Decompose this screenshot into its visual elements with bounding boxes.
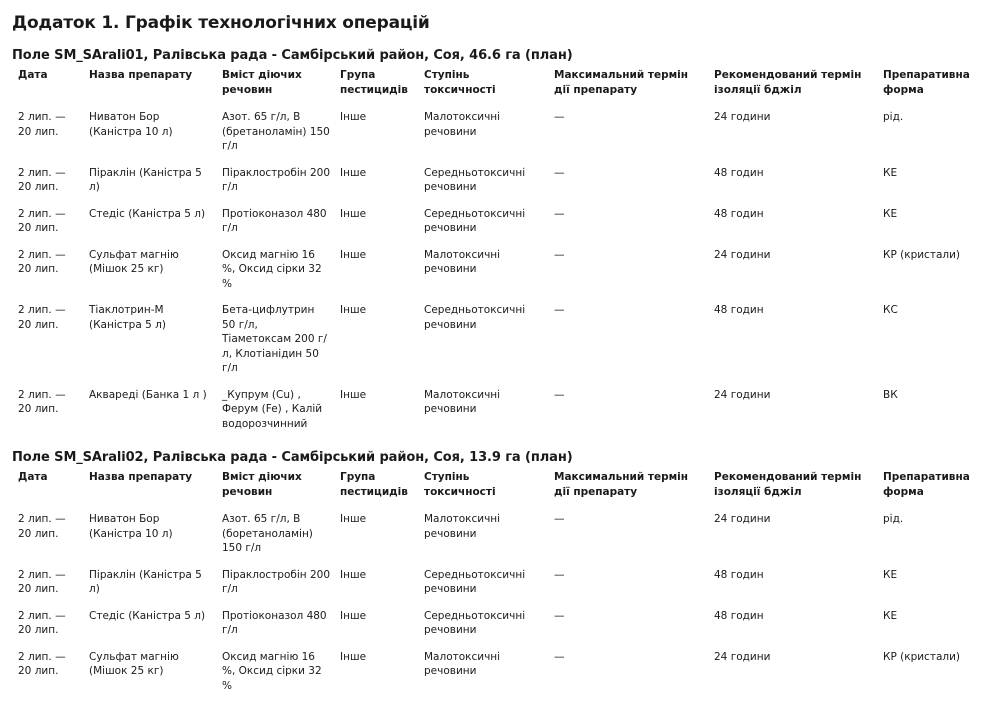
table-cell: Інше: [334, 248, 418, 304]
table-cell: Інше: [334, 388, 418, 444]
column-header: Назва препарату: [83, 470, 216, 512]
table-cell: Азот. 65 г/л, В (боретаноламін) 150 г/л: [216, 512, 334, 568]
table-cell: КС: [877, 303, 983, 388]
field-section: [12, 47, 983, 443]
table-cell: Піраклін (Каністра 5 л): [83, 166, 216, 207]
table-cell: Азот. 65 г/л, В (бретаноламін) 150 г/л: [216, 110, 334, 166]
column-header: Група пестицидів: [334, 68, 418, 110]
table-cell: Протіоконазол 480 г/л: [216, 609, 334, 650]
column-header: Група пестицидів: [334, 470, 418, 512]
table-cell: —: [548, 388, 708, 444]
table-cell: Інше: [334, 207, 418, 248]
table-cell: Сульфат магнію (Мішок 25 кг): [83, 650, 216, 705]
table-cell: 2 лип. — 20 лип.: [12, 609, 83, 650]
table-cell: 2 лип. — 20 лип.: [12, 207, 83, 248]
column-header: Вміст діючих речовин: [216, 68, 334, 110]
table-cell: Тіаклотрин-М (Каністра 5 л): [83, 303, 216, 388]
table-row: [12, 110, 983, 166]
table-cell: 2 лип. — 20 лип.: [12, 303, 83, 388]
section-heading: Поле SM_SArali02, Ралівська рада - Самбірський район, Соя, 13.9 га (план): [12, 449, 983, 466]
table-cell: Середньотоксичні речовини: [418, 568, 548, 609]
table-cell: 24 години: [708, 248, 877, 304]
table-cell: 2 лип. — 20 лип.: [12, 650, 83, 705]
table-cell: —: [548, 512, 708, 568]
table-cell: рід.: [877, 512, 983, 568]
table-cell: 2 лип. — 20 лип.: [12, 388, 83, 444]
table-cell: Піраклостробін 200 г/л: [216, 166, 334, 207]
table-cell: КР (кристали): [877, 650, 983, 705]
table-cell: рід.: [877, 110, 983, 166]
table-cell: —: [548, 568, 708, 609]
table-cell: Інше: [334, 166, 418, 207]
page-title: Додаток 1. Графік технологічних операцій: [12, 12, 983, 34]
column-header: Максимальний термін дії препарату: [548, 470, 708, 512]
table-cell: 24 години: [708, 650, 877, 705]
table-cell: —: [548, 166, 708, 207]
table-cell: Протіоконазол 480 г/л: [216, 207, 334, 248]
section-heading: Поле SM_SArali01, Ралівська рада - Самбірський район, Соя, 46.6 га (план): [12, 47, 983, 64]
field-section: [12, 449, 983, 705]
table-cell: 48 годин: [708, 207, 877, 248]
column-header: Ступінь токсичності: [418, 68, 548, 110]
table-cell: 24 години: [708, 512, 877, 568]
table-cell: 48 годин: [708, 609, 877, 650]
table-cell: —: [548, 110, 708, 166]
column-header: Вміст діючих речовин: [216, 470, 334, 512]
table-cell: Середньотоксичні речовини: [418, 166, 548, 207]
column-header: Препаративна форма: [877, 68, 983, 110]
table-cell: 48 годин: [708, 303, 877, 388]
table-header-row: [12, 470, 983, 512]
table-cell: 24 години: [708, 110, 877, 166]
table-cell: —: [548, 303, 708, 388]
table-cell: Інше: [334, 512, 418, 568]
table-cell: Інше: [334, 609, 418, 650]
table-row: [12, 207, 983, 248]
table-cell: Піраклін (Каністра 5 л): [83, 568, 216, 609]
table-cell: КЕ: [877, 568, 983, 609]
table-cell: КЕ: [877, 207, 983, 248]
table-cell: Інше: [334, 303, 418, 388]
table-cell: 2 лип. — 20 лип.: [12, 512, 83, 568]
table-cell: КР (кристали): [877, 248, 983, 304]
column-header: Дата: [12, 470, 83, 512]
table-cell: Ниватон Бор (Каністра 10 л): [83, 512, 216, 568]
table-header-row: [12, 68, 983, 110]
table-cell: —: [548, 207, 708, 248]
column-header: Препаративна форма: [877, 470, 983, 512]
table-cell: 2 лип. — 20 лип.: [12, 248, 83, 304]
table-cell: —: [548, 248, 708, 304]
table-row: [12, 512, 983, 568]
table-cell: Малотоксичні речовини: [418, 248, 548, 304]
table-cell: 2 лип. — 20 лип.: [12, 166, 83, 207]
column-header: Рекомендований термін ізоляції бджіл: [708, 68, 877, 110]
table-row: [12, 650, 983, 705]
table-cell: Аквареді (Банка 1 л ): [83, 388, 216, 444]
table-cell: Середньотоксичні речовини: [418, 609, 548, 650]
table-cell: —: [548, 609, 708, 650]
column-header: Ступінь токсичності: [418, 470, 548, 512]
table-cell: Оксид магнію 16 %, Оксид сірки 32 %: [216, 248, 334, 304]
table-cell: 2 лип. — 20 лип.: [12, 568, 83, 609]
table-row: [12, 568, 983, 609]
table-row: [12, 166, 983, 207]
table-cell: КЕ: [877, 609, 983, 650]
table-cell: Ниватон Бор (Каністра 10 л): [83, 110, 216, 166]
table-cell: ВК: [877, 388, 983, 444]
column-header: Рекомендований термін ізоляції бджіл: [708, 470, 877, 512]
table-cell: —: [548, 650, 708, 705]
table-cell: Інше: [334, 650, 418, 705]
table-cell: Малотоксичні речовини: [418, 388, 548, 444]
table-cell: Бета-цифлутрин 50 г/л, Тіаметоксам 200 г/л, Клотіанідин 50 г/л: [216, 303, 334, 388]
table-row: [12, 248, 983, 304]
table-cell: Малотоксичні речовини: [418, 650, 548, 705]
table-row: [12, 388, 983, 444]
table-cell: Середньотоксичні речовини: [418, 207, 548, 248]
table-cell: Піраклостробін 200 г/л: [216, 568, 334, 609]
table-cell: Інше: [334, 110, 418, 166]
sections-container: [12, 47, 983, 705]
table-cell: Стедіс (Каністра 5 л): [83, 609, 216, 650]
table-cell: КЕ: [877, 166, 983, 207]
column-header: Дата: [12, 68, 83, 110]
table-cell: Оксид магнію 16 %, Оксид сірки 32 %: [216, 650, 334, 705]
table-cell: Середньотоксичні речовини: [418, 303, 548, 388]
table-cell: Малотоксичні речовини: [418, 512, 548, 568]
table-cell: 48 годин: [708, 166, 877, 207]
table-cell: _Купрум (Cu) , Ферум (Fe) , Калій водорозчинний: [216, 388, 334, 444]
table-cell: Малотоксичні речовини: [418, 110, 548, 166]
column-header: Максимальний термін дії препарату: [548, 68, 708, 110]
table-cell: 48 годин: [708, 568, 877, 609]
table-cell: Сульфат магнію (Мішок 25 кг): [83, 248, 216, 304]
table-cell: 2 лип. — 20 лип.: [12, 110, 83, 166]
table-cell: 24 години: [708, 388, 877, 444]
operations-table: [12, 68, 983, 443]
operations-table: [12, 470, 983, 705]
column-header: Назва препарату: [83, 68, 216, 110]
table-row: [12, 609, 983, 650]
table-cell: Інше: [334, 568, 418, 609]
table-row: [12, 303, 983, 388]
table-cell: Стедіс (Каністра 5 л): [83, 207, 216, 248]
